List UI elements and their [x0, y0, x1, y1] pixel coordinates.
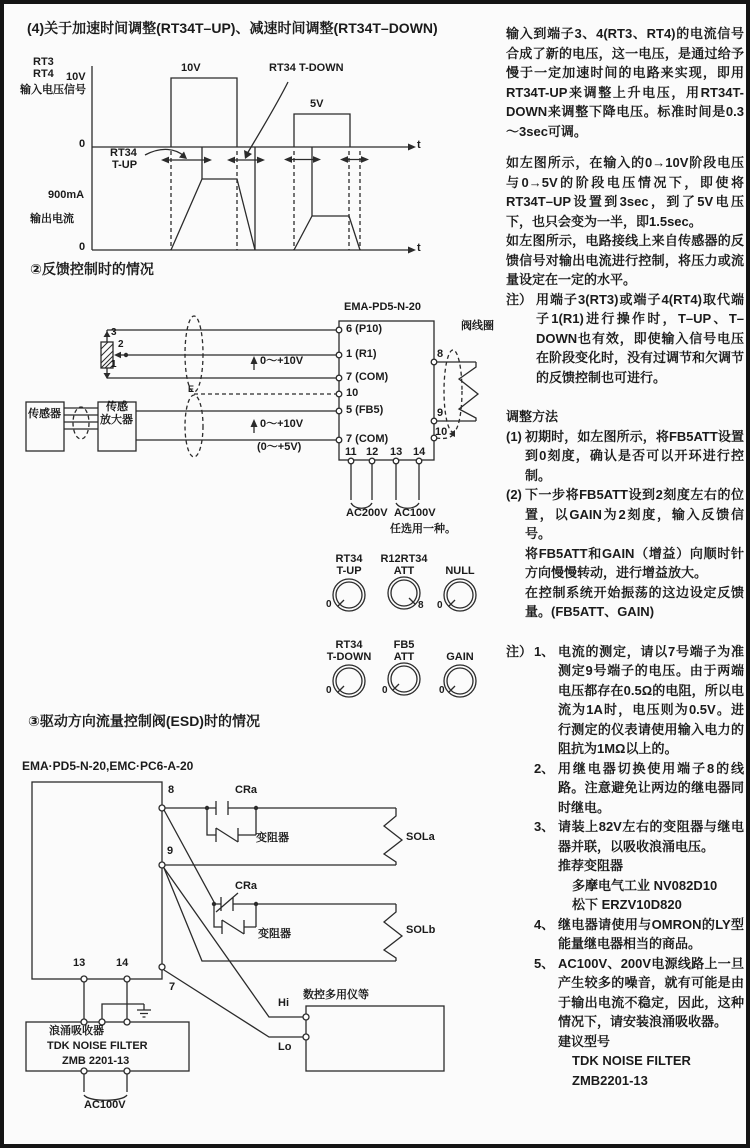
note-item-3: 3、 请装上82V左右的变阻器与继电器并联，以吸收浪涌电压。 推荐变阻器 多摩电气工业 NV082D10 松下 ERZV10D820 [534, 819, 744, 912]
section4-title: (4)关于加速时间调整(RT34T–UP)、减速时间调整(RT34T–DOWN) [27, 20, 438, 36]
esd-circuit-diagram [26, 782, 444, 1100]
paragraph-step-voltage: 如左图所示，在输入的0→10V阶段电压与0→5V的阶段电压情况下，即使将RT34T–UP设置到3sec，到了5V电压下，也只会变为一半，即1.5sec。 [506, 155, 744, 229]
signal-rt4-label: RT4 [33, 68, 54, 80]
tdown-callout-label: RT34 T-DOWN [269, 62, 344, 74]
ac100v-label: AC100V [394, 507, 436, 519]
terminal-9-right: 9 [437, 407, 444, 419]
knob-att1-scale: 8 [418, 600, 424, 611]
adjustment-knobs [333, 577, 476, 697]
note-body: 用端子3(RT3)或端子4(RT4)取代端子1(R1)进行操作时，T–UP、T–DOWN也有效，即使输入信号电压在阶段变化时，没有过调节和欠调节的反馈控制也可进行。 [536, 291, 745, 385]
terminal-13: 13 [390, 446, 403, 458]
note-item-5: 5、 AC100V、200V电源线路上一旦产生较多的噪音，就有可能是由于输出电流不稳定，因此，这种情况下，请安装浪涌吸收器。 建议型号 TDK NOISE FILTER ZMB2201-13 [534, 955, 744, 1088]
esd-terminal-8: 8 [168, 784, 175, 796]
knob-null-scale: 0 [437, 600, 443, 611]
zmb-model-label: ZMB 2201-13 [62, 1055, 130, 1067]
terminal-6-p10: 6 (P10) [346, 323, 383, 335]
tup-callout-line1: RT34 [110, 147, 137, 159]
pot-pin3-label: 3 [111, 327, 117, 338]
terminal-1-r1: 1 (R1) [346, 348, 377, 360]
knob-gain-scale: 0 [439, 685, 445, 696]
varistor-b-label: 变阻器 [258, 928, 291, 940]
terminal-7-com-a: 7 (COM) [346, 371, 389, 383]
terminal-5-fb5: 5 (FB5) [346, 404, 384, 416]
t-lower-label: t [417, 242, 421, 254]
note-item-2: 2、 用继电器切换使用端子8的线路。注意避免让两边的继电器同时继电。 [534, 760, 744, 815]
paragraph-feedback: 如左图所示，电路接线上来自传感器的反馈信号对输出电流进行控制，将压力或流量设定在一定的水平。 [506, 233, 744, 287]
terminal-14: 14 [413, 446, 426, 458]
sol-b-label: SOLb [406, 924, 436, 936]
amp-label-line2: 放大器 [100, 414, 133, 426]
knob-fb5-label2: ATT [393, 651, 415, 663]
hi-label: Hi [278, 997, 289, 1009]
knob-att1-label2: ATT [393, 565, 415, 577]
paragraph-summing: 输入到端子3、4(RT3、RT4)的电流信号合成了新的电压，这一电压，是通过给予慢于一定加速时间的电路来实现，即用RT34T-UP来调整上升电压，用RT34T-DOWN来调整下降电压。标准时间是0.3～3sec可调。 [506, 26, 744, 139]
esd-terminal-13: 13 [73, 957, 86, 969]
range-0-10v-top: 0～+10V [260, 355, 304, 367]
ac200v-label: AC200V [346, 507, 388, 519]
knob-tdown-scale: 0 [326, 685, 332, 696]
pulse-10v-label: 10V [181, 62, 201, 74]
method-heading: 调整方法 [506, 409, 559, 424]
esd-terminal-14: 14 [116, 957, 129, 969]
knob-att1-label1: R12RT34 [380, 553, 428, 565]
pot-pin2-label: 2 [118, 339, 124, 350]
knob-fb5-label1: FB5 [393, 639, 415, 651]
range-0-10v-mid: 0～+10V [260, 418, 304, 430]
shield-e-label: E [188, 384, 195, 394]
knob-null-label: NULL [445, 565, 475, 577]
varistor-a-label: 变阻器 [256, 832, 289, 844]
terminal-7-com-b: 7 (COM) [346, 433, 389, 445]
knob-tup-scale: 0 [326, 599, 332, 610]
section2-title: ②反馈控制时的情况 [30, 261, 154, 277]
note-item-1: 注） 1、 电流的测定，请以7号端子为准测定9号端子的电压。由于两端电压都存在0.5Ω的电阻，所以电流为1A时，电压则为0.5V。进行测定的仪表请使用输入电力的阻抗为1MΩ以上的。 [506, 643, 744, 756]
esd-terminal-9: 9 [167, 845, 174, 857]
surge-absorber-label: 浪涌吸收器 [49, 1025, 104, 1037]
tdk-filter-label: TDK NOISE FILTER [47, 1040, 148, 1052]
terminal-8-right: 8 [437, 348, 444, 360]
axis-10v-label: 10V [66, 71, 86, 83]
tup-callout-line2: T-UP [112, 159, 138, 171]
terminal-11: 11 [345, 446, 357, 458]
knob-tup-label1: RT34 [335, 553, 363, 565]
note-item-4: 4、 继电器请使用与OMRON的LY型能量继电器相当的商品。 [534, 916, 744, 951]
method-step-2: (2) 下一步将FB5ATT设到2刻度左右的位置，以GAIN为2刻度，输入反馈信号。 将FB5ATT和GAIN（增益）向顺时针方向慢慢转动，进行增益放大。 在控制系统开始振荡的这边设定反馈量。(FB5ATT、GAIN) [506, 487, 744, 619]
sensor-label: 传感器 [28, 408, 61, 420]
pulse-5v-label: 5V [310, 98, 324, 110]
ac100v-bottom-label: AC100V [84, 1099, 126, 1111]
range-0-5v: (0～+5V) [257, 441, 302, 453]
amp-label-line1: 传感 [106, 401, 128, 413]
esd-model-label: EMA·PD5-N-20,EMC·PC6-A-20 [22, 759, 194, 773]
waveform-diagram [92, 66, 416, 254]
relay-cra-a-label: CRa [235, 784, 258, 796]
note-terminals [506, 290, 744, 388]
terminal-10-right: 10 [435, 426, 448, 438]
choose-one-note: 任选用一种。 [390, 523, 456, 535]
current-900ma-label: 900mA [48, 189, 85, 201]
method-step-1: (1) 初期时，如左图所示，将FB5ATT设置到0刻度，确认是否可以开环进行控制。 [506, 428, 744, 483]
output-current-label: 输出电流 [30, 213, 74, 225]
t-upper-label: t [417, 139, 421, 151]
knob-tdown-label1: RT34 [335, 639, 363, 651]
feedback-circuit-diagram [26, 316, 478, 508]
signal-rt3-label: RT3 [33, 56, 54, 68]
zero-upper-label: 0 [79, 138, 86, 150]
cnc-meter-label: 数控多用仪等 [303, 989, 369, 1001]
relay-cra-b-label: CRa [235, 880, 258, 892]
valve-coil-label: 阀线圈 [461, 320, 494, 332]
terminal-10-left: 10 [346, 387, 359, 399]
input-voltage-label: 输入电压信号 [20, 84, 86, 96]
lo-label: Lo [278, 1041, 292, 1053]
knob-tdown-label2: T-DOWN [326, 651, 372, 663]
sol-a-label: SOLa [406, 831, 435, 843]
zero-lower-label: 0 [79, 241, 86, 253]
knob-tup-label2: T-UP [336, 565, 362, 577]
terminal-12: 12 [366, 446, 379, 458]
esd-terminal-7: 7 [169, 981, 176, 993]
knob-gain-label: GAIN [446, 651, 474, 663]
right-column [506, 24, 744, 1090]
amplifier-model-label: EMA-PD5-N-20 [344, 301, 422, 313]
note-marker: 注） [506, 291, 533, 307]
knob-fb5-scale: 0 [382, 685, 388, 696]
section3-title: ③驱动方向流量控制阀(ESD)时的情况 [28, 713, 260, 729]
pot-pin1-label: 1 [111, 359, 117, 370]
